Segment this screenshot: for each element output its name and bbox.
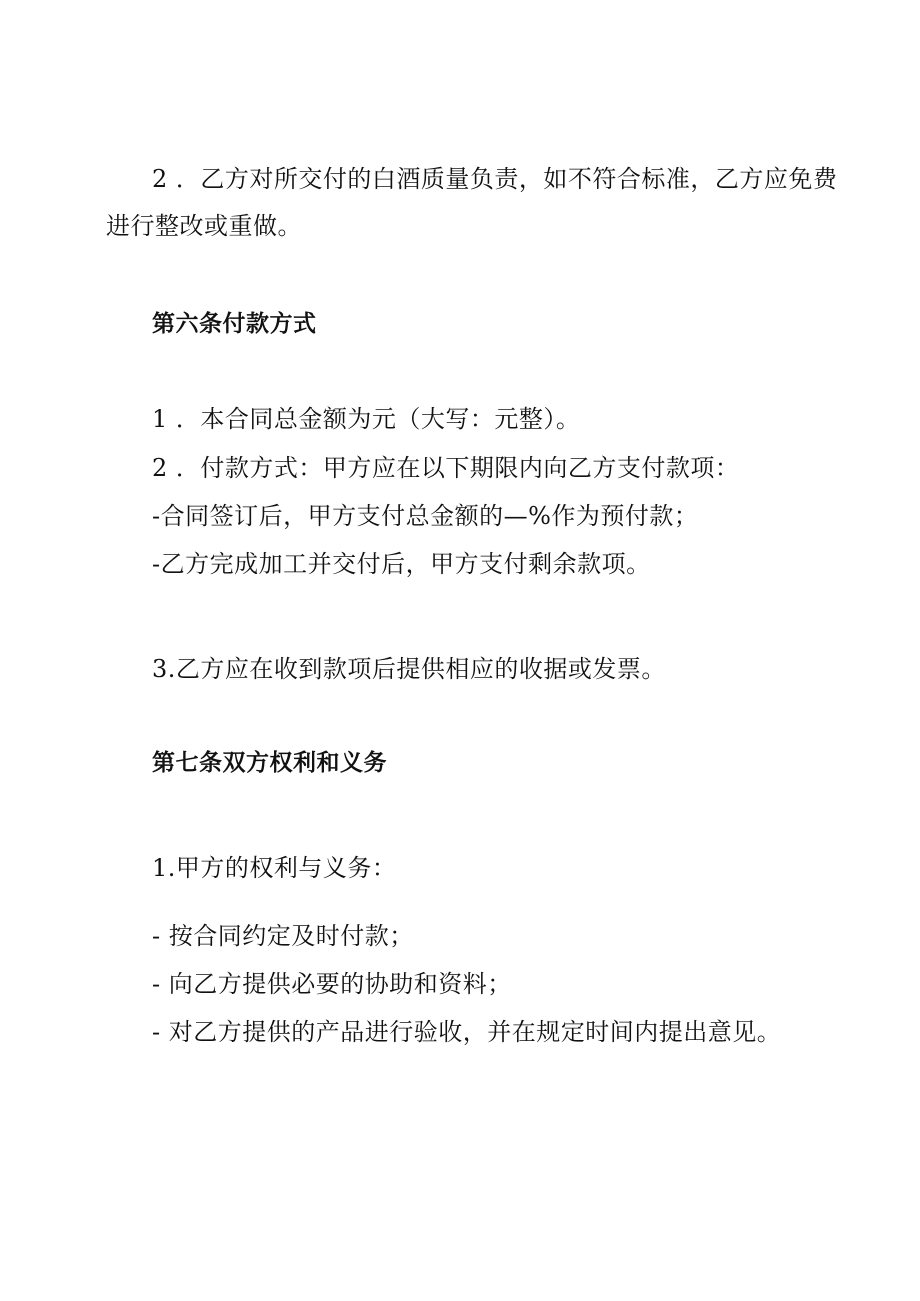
article6-item2: 2 ．付款方式：甲方应在以下期限内向乙方支付款项： bbox=[152, 454, 740, 482]
article7-bullet3: - 对乙方提供的产品进行验收，并在规定时间内提出意见。 bbox=[152, 1018, 782, 1046]
section5-item2-line2: 进行整改或重做。 bbox=[106, 212, 302, 240]
article7-bullet1: - 按合同约定及时付款； bbox=[152, 922, 414, 950]
article6-bullet1: -合同签订后，甲方支付总金额的—%作为预付款； bbox=[152, 502, 699, 530]
article7-bullet2: - 向乙方提供必要的协助和资料； bbox=[152, 970, 512, 998]
article7-heading: 第七条双方权利和义务 bbox=[152, 750, 387, 776]
article7-item1: 1.甲方的权利与义务： bbox=[152, 854, 397, 882]
article6-item1: 1 ．本合同总金额为元（大写：元整）。 bbox=[152, 405, 581, 433]
article6-heading: 第六条付款方式 bbox=[152, 311, 317, 337]
section5-item2-line1: 2 ．乙方对所交付的白酒质量负责，如不符合标准，乙方应免费 bbox=[152, 165, 838, 193]
article6-item3: 3.乙方应在收到款项后提供相应的收据或发票。 bbox=[152, 655, 666, 683]
article6-bullet2: -乙方完成加工并交付后，甲方支付剩余款项。 bbox=[152, 550, 651, 578]
